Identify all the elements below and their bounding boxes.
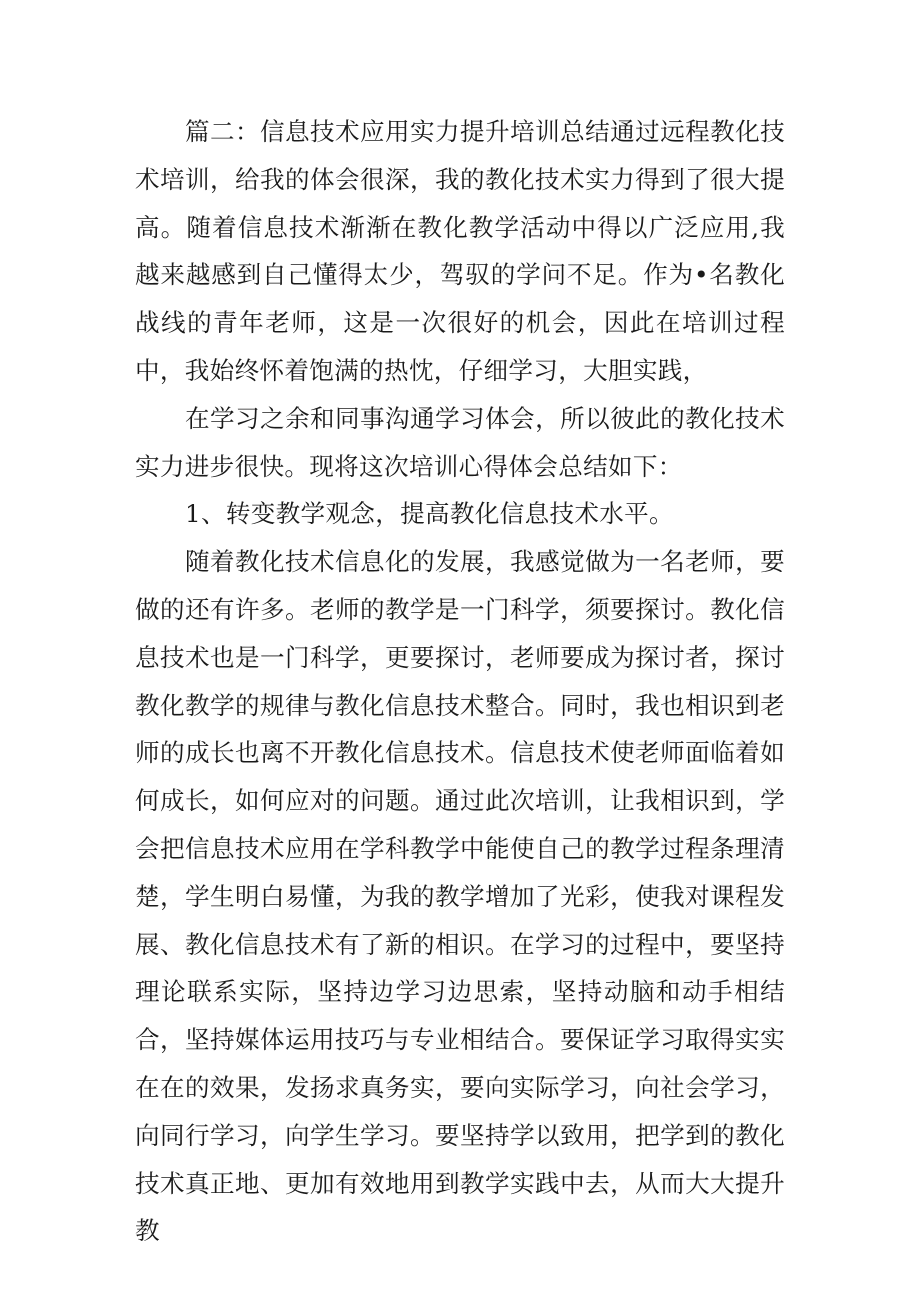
paragraph-heading-1: 1、转变教学观念，提高教化信息技术水平。 [185, 499, 674, 529]
paragraph-body: 随着教化技术信息化的发展，我感觉做为一名老师，要做的还有许多。老师的教学是一门科学，须要探讨。教化信息技术也是一门科学，更要探讨，老师要成为探讨者，探讨教化教学的规律与教化信息技术整合。同时，我也相识到老师的成长也离不开教化信息技术。信息技术使老师面临着如何成长，如何应对的问题。通过此次培训，让我相识到，学会把信息技术应用在学科教学中能使自己的教学过程条理清楚，学生明白易懂，为我的教学增加了光彩，使我对课程发展、教化信息技术有了新的相识。在学习的过程中，要坚持理论联系实际，坚持边学习边思索，坚持动脑和动手相结合，坚持媒体运用技巧与专业相结合。要保证学习取得实实在在的效果，发扬求真务实，要向实际学习，向社会学习，向同行学习，向学生学习。要坚持学以致用，把学到的教化技术真正地、更加有效地用到教学实践中去，从而大大提升教 [135, 547, 785, 1246]
paragraph-exchange: 在学习之余和同事沟通学习体会，所以彼此的教化技术实力进步很快。现将这次培训心得体会总结如下： [135, 403, 785, 481]
paragraph-intro: 篇二：信息技术应用实力提升培训总结通过远程教化技术培训，给我的体会很深，我的教化技术实力得到了很大提高。随着信息技术渐渐在教化教学活动中得以广泛应用,我越来越感到自己懂得太少，驾驭的学问不足。作为•名教化战线的青年老师，这是一次很好的机会，因此在培训过程中，我始终怀着饱满的热忱，仔细学习，大胆实践， [135, 117, 785, 385]
document-body [135, 108, 785, 1255]
